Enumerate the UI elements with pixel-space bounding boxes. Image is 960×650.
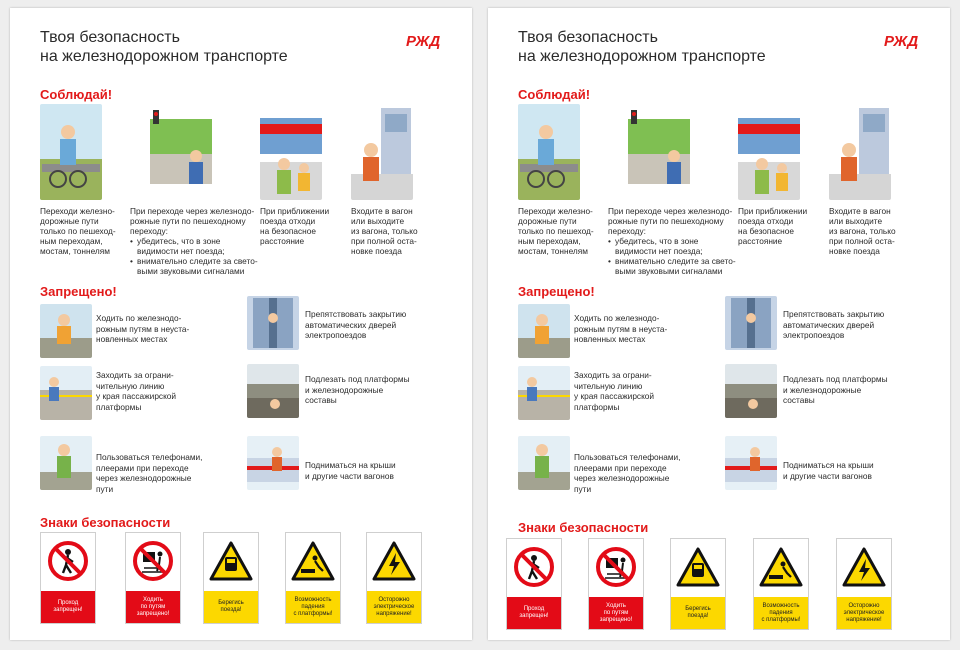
safety-sign-beware-train — [670, 538, 726, 630]
forbidden-illustration-platform-edge — [40, 366, 92, 420]
observe-item-text: Переходи железно- дорожные пути только по пешеход- ным переходам, мостам, тоннелям — [518, 206, 594, 256]
sign-caption: Осторожно электрическое напряжение! — [837, 597, 891, 629]
no-pedestrian-icon — [513, 546, 555, 588]
observe-bullet: • внимательно следите за свето- выми звуковыми сигналами — [130, 256, 258, 276]
title-line-1: Твоя безопасность — [518, 29, 658, 46]
forbidden-illustration-train-roof — [247, 436, 299, 490]
observe-illustration-boarding — [829, 104, 891, 200]
observe-item-text: При приближении поезда отходи на безопасное расстояние — [738, 206, 808, 246]
safety-sign-beware-train — [203, 532, 259, 624]
observe-illustration-pedestrian-crossing — [150, 104, 212, 200]
observe-illustration-boarding — [351, 104, 413, 200]
safety-sign-no-passage — [40, 532, 96, 624]
warning-fall-icon — [291, 541, 335, 581]
forbidden-item-text: Препятствовать закрытию автоматических дверей электропоездов — [305, 309, 407, 340]
poster-page-left — [10, 8, 472, 640]
forbidden-item-text: Подниматься на крыши и другие части вагонов — [783, 460, 874, 481]
sign-caption: Ходить по путям запрещено! — [589, 597, 643, 629]
observe-item-text: При приближении поезда отходи на безопасное расстояние — [260, 206, 330, 246]
forbidden-illustration-headphones — [518, 436, 570, 490]
warning-electric-icon — [842, 547, 886, 587]
observe-illustration-train-approaching — [738, 104, 800, 200]
safety-sign-no-walking-on-tracks — [588, 538, 644, 630]
forbidden-item-text: Подлезать под платформы и железнодорожные составы — [305, 374, 410, 405]
safety-sign-electric-voltage — [366, 532, 422, 624]
forbidden-heading: Запрещено! — [518, 284, 595, 299]
observe-item-text: Входите в вагон или выходите из вагона, только при полной оста- новке поезда — [351, 206, 418, 256]
rzd-logo — [884, 30, 920, 50]
poster-page-right — [488, 8, 950, 640]
forbidden-illustration-walking-tracks — [518, 304, 570, 358]
forbidden-illustration-train-doors — [247, 296, 299, 350]
sign-caption: Берегись поезда! — [671, 597, 725, 629]
safety-sign-no-walking-on-tracks — [125, 532, 181, 624]
observe-item-text: При переходе через железнодо- рожные пути по пешеходному переходу: • убедитесь, что в зоне видимости нет поезда; • внимательно следите за свето- выми звуковыми сигналами — [130, 206, 258, 276]
sign-caption: Берегись поезда! — [204, 591, 258, 623]
observe-item-text: Входите в вагон или выходите из вагона, только при полной оста- новке поезда — [829, 206, 896, 256]
observe-item-text: Переходи железно- дорожные пути только по пешеход- ным переходам, мостам, тоннелям — [40, 206, 116, 256]
no-walking-tracks-icon — [132, 540, 174, 582]
warning-fall-icon — [759, 547, 803, 587]
forbidden-item-text: Пользоваться телефонами, плеерами при переходе через железнодорожные пути — [96, 452, 203, 494]
observe-illustration-crossing-bridge — [518, 104, 580, 200]
sign-caption: Возможность падения с платформы! — [286, 591, 340, 623]
no-walking-tracks-icon — [595, 546, 637, 588]
sign-caption: Ходить по путям запрещено! — [126, 591, 180, 623]
title-line-1: Твоя безопасность — [40, 29, 180, 46]
observe-bullet: • убедитесь, что в зоне видимости нет поезда; — [130, 236, 258, 256]
rzd-logo-text: РЖД — [884, 33, 919, 50]
observe-item-text: При переходе через железнодо- рожные пути по пешеходному переходу: • убедитесь, что в зоне видимости нет поезда; • внимательно следите за свето- выми звуковыми сигналами — [608, 206, 736, 276]
forbidden-item-text: Подлезать под платформы и железнодорожные составы — [783, 374, 888, 405]
observe-heading: Соблюдай! — [40, 87, 113, 102]
forbidden-illustration-under-platform — [247, 364, 299, 418]
forbidden-item-text: Пользоваться телефонами, плеерами при переходе через железнодорожные пути — [574, 452, 681, 494]
observe-bullet: • убедитесь, что в зоне видимости нет поезда; — [608, 236, 736, 256]
forbidden-item-text: Заходить за ограни- чительную линию у края пассажирской платформы — [574, 370, 655, 412]
safety-sign-electric-voltage — [836, 538, 892, 630]
observe-illustration-crossing-bridge — [40, 104, 102, 200]
observe-illustration-train-approaching — [260, 104, 322, 200]
title-line-2: на железнодорожном транспорте — [40, 48, 288, 65]
signs-heading: Знаки безопасности — [518, 520, 649, 535]
rzd-logo-text: РЖД — [406, 33, 441, 50]
forbidden-heading: Запрещено! — [40, 284, 117, 299]
sign-caption: Возможность падения с платформы! — [754, 597, 808, 629]
observe-bullet: • внимательно следите за свето- выми звуковыми сигналами — [608, 256, 736, 276]
warning-train-icon — [209, 541, 253, 581]
warning-electric-icon — [372, 541, 416, 581]
forbidden-illustration-platform-edge — [518, 366, 570, 420]
observe-heading: Соблюдай! — [518, 87, 591, 102]
safety-sign-platform-fall — [285, 532, 341, 624]
poster-title — [518, 28, 766, 66]
safety-sign-platform-fall — [753, 538, 809, 630]
signs-heading: Знаки безопасности — [40, 515, 171, 530]
forbidden-illustration-train-doors — [725, 296, 777, 350]
forbidden-illustration-headphones — [40, 436, 92, 490]
safety-sign-no-passage — [506, 538, 562, 630]
no-pedestrian-icon — [47, 540, 89, 582]
warning-train-icon — [676, 547, 720, 587]
forbidden-item-text: Ходить по железнодо- рожным путям в неуста- новленных местах — [574, 313, 668, 344]
sign-caption: Проход запрещен! — [507, 597, 561, 629]
forbidden-item-text: Препятствовать закрытию автоматических дверей электропоездов — [783, 309, 885, 340]
title-line-2: на железнодорожном транспорте — [518, 48, 766, 65]
forbidden-illustration-train-roof — [725, 436, 777, 490]
forbidden-item-text: Ходить по железнодо- рожным путям в неуста- новленных местах — [96, 313, 190, 344]
sign-caption: Проход запрещен! — [41, 591, 95, 623]
rzd-logo — [406, 30, 442, 50]
poster-title — [40, 28, 288, 66]
observe-illustration-pedestrian-crossing — [628, 104, 690, 200]
forbidden-illustration-walking-tracks — [40, 304, 92, 358]
sign-caption: Осторожно электрическое напряжение! — [367, 591, 421, 623]
forbidden-illustration-under-platform — [725, 364, 777, 418]
forbidden-item-text: Подниматься на крыши и другие части вагонов — [305, 460, 396, 481]
forbidden-item-text: Заходить за ограни- чительную линию у края пассажирской платформы — [96, 370, 177, 412]
